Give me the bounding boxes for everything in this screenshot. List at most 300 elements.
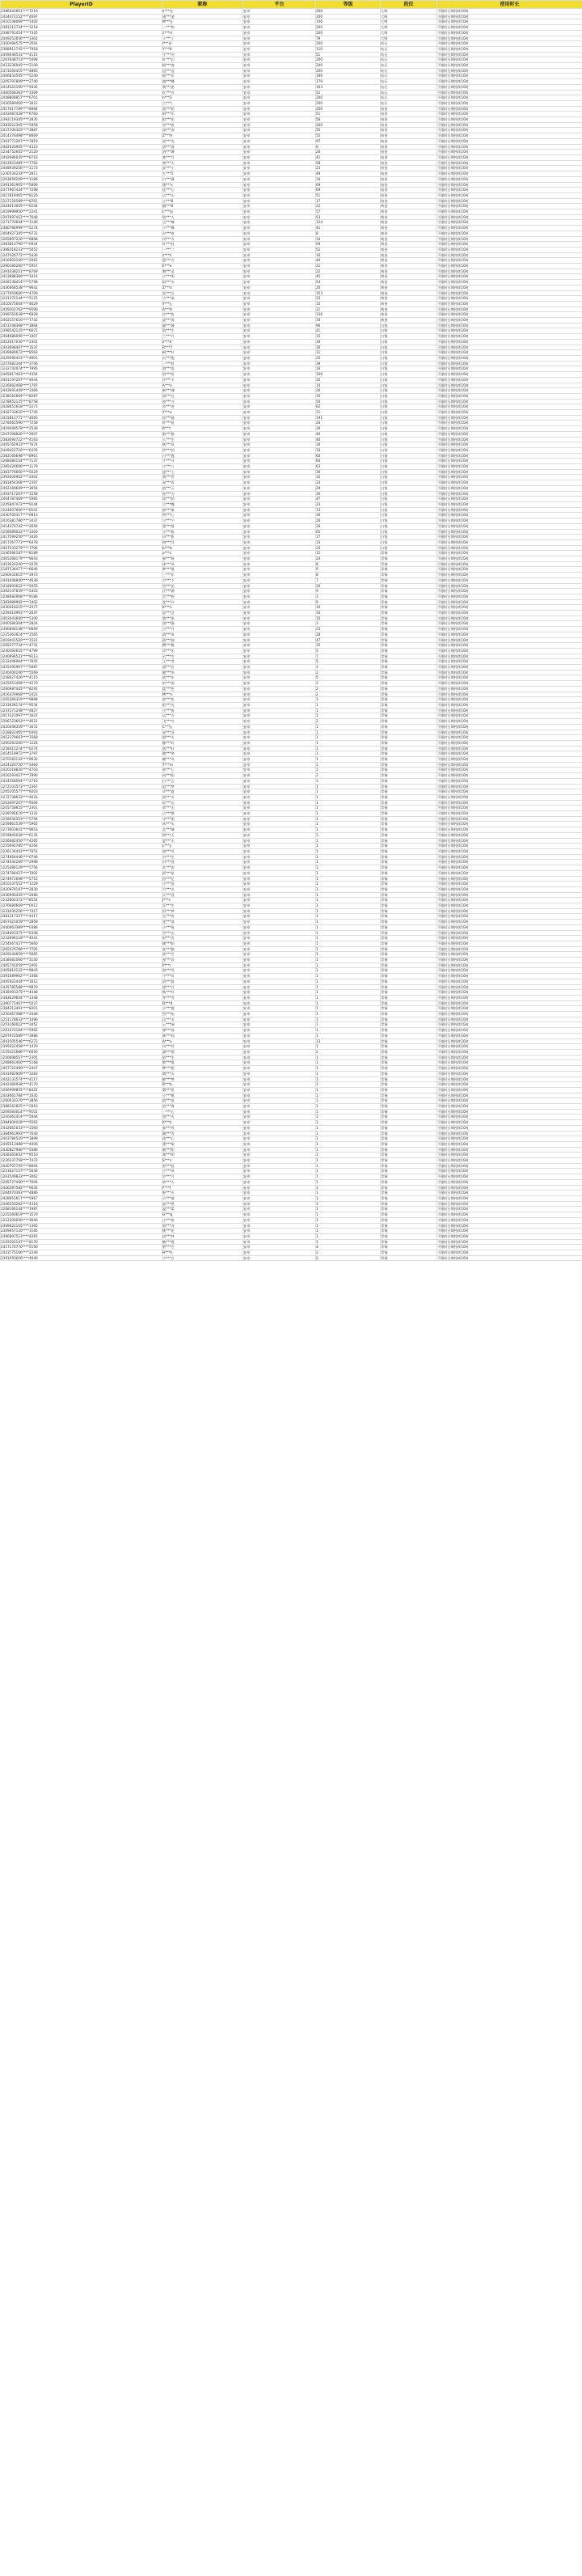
cell-level: 63 <box>316 464 381 470</box>
table-row <box>1 285 582 290</box>
cell-player-id: 2398542125****6671 <box>1 328 162 334</box>
table-row <box>1 535 582 540</box>
cell-platform: 安卓 <box>243 605 316 611</box>
cell-level: 1 <box>316 958 381 963</box>
cell-nickname: 孤***独 <box>162 637 243 643</box>
cell-level: 1 <box>316 1012 381 1017</box>
cell-platform: 安卓 <box>243 198 316 204</box>
cell-time: 不限时日期持续10时 <box>437 551 582 556</box>
cell-player-id: 1225560619****3570 <box>1 1212 162 1218</box>
cell-platform: 安卓 <box>243 112 316 117</box>
cell-level: 1 <box>316 946 381 952</box>
table-row <box>1 209 582 215</box>
cell-player-id: 2383776660****5029 <box>1 469 162 475</box>
cell-time: 不限时日期持续10时 <box>437 1163 582 1169</box>
table-row <box>1 643 582 649</box>
cell-time: 不限时日期持续10时 <box>437 469 582 475</box>
cell-time: 不限时日期持续10时 <box>437 1136 582 1142</box>
cell-platform: 安卓 <box>243 459 316 464</box>
cell-platform: 安卓 <box>243 426 316 432</box>
cell-player-id: 2430827980****5486 <box>1 1147 162 1153</box>
table-row <box>1 25 582 31</box>
cell-time: 不限时日期持续10时 <box>437 112 582 117</box>
cell-level: 15 <box>316 615 381 621</box>
cell-platform: 安卓 <box>243 296 316 302</box>
cell-platform: 安卓 <box>243 968 316 974</box>
cell-level: 124 <box>316 220 381 226</box>
cell-level: 1 <box>316 768 381 773</box>
cell-level: 1 <box>316 794 381 800</box>
cell-time: 不限时日期持续10时 <box>437 1158 582 1164</box>
cell-nickname: 半***夏 <box>162 789 243 795</box>
cell-time: 不限时日期持续10时 <box>437 903 582 909</box>
cell-time: 不限时日期持续10时 <box>437 393 582 399</box>
cell-nickname: 荒***野 <box>162 594 243 599</box>
table-row <box>1 447 582 453</box>
cell-time: 不限时日期持续10时 <box>437 1033 582 1038</box>
cell-nickname: 莫***陌 <box>162 106 243 112</box>
cell-time: 不限时日期持续10时 <box>437 84 582 90</box>
cell-platform: 安卓 <box>243 431 316 437</box>
cell-nickname: 风***火 <box>162 236 243 242</box>
cell-platform: 安卓 <box>243 171 316 177</box>
cell-time: 不限时日期持续10时 <box>437 301 582 307</box>
cell-player-id: 2424326726****3460 <box>1 762 162 768</box>
cell-platform: 安卓 <box>243 154 316 160</box>
table-row <box>1 1022 582 1028</box>
cell-level: 1 <box>316 1044 381 1050</box>
cell-level: 56 <box>316 117 381 123</box>
cell-player-id: 2441048840****4636 <box>1 577 162 583</box>
cell-tier: 青铜 <box>381 990 437 996</box>
cell-level: 1 <box>316 995 381 1000</box>
cell-player-id: 2386441661****7216 <box>1 9 162 15</box>
cell-player-id: 2414519972****3797 <box>1 751 162 757</box>
cell-nickname: 陌***生 <box>162 1055 243 1060</box>
table-row <box>1 475 582 480</box>
cell-level: 26 <box>316 150 381 155</box>
cell-player-id: 2441505546****6272 <box>1 1038 162 1044</box>
cell-level: 1 <box>316 854 381 860</box>
cell-player-id: 2417819465****8125 <box>1 192 162 198</box>
cell-nickname: Y***8 <box>162 46 243 52</box>
cell-platform: 安卓 <box>243 930 316 936</box>
cell-time: 不限时日期持续10时 <box>437 757 582 763</box>
col-header-level: 等级 <box>316 1 381 9</box>
cell-player-id: 2430589400****3021 <box>1 100 162 106</box>
table-row <box>1 735 582 741</box>
cell-player-id: 2453624240****2076 <box>1 561 162 567</box>
table-row <box>1 1109 582 1115</box>
table-row <box>1 968 582 974</box>
cell-level: 110 <box>316 46 381 52</box>
cell-nickname: 紫***霞 <box>162 1060 243 1066</box>
cell-time: 不限时日期持续10时 <box>437 589 582 594</box>
cell-tier: 白银 <box>381 523 437 529</box>
cell-level: 191 <box>316 415 381 421</box>
cell-time: 不限时日期持续10时 <box>437 312 582 318</box>
table-row <box>1 757 582 763</box>
table-row <box>1 1174 582 1180</box>
cell-platform: 安卓 <box>243 615 316 621</box>
cell-platform: 安卓 <box>243 832 316 838</box>
cell-nickname: 风***影 <box>162 535 243 540</box>
cell-nickname: 春***秋 <box>162 556 243 562</box>
table-row <box>1 485 582 491</box>
cell-tier: 黄金 <box>381 301 437 307</box>
cell-tier: 白银 <box>381 366 437 372</box>
cell-player-id: 2398791454****7345 <box>1 30 162 36</box>
cell-player-id: 2428651618****2271 <box>1 404 162 410</box>
cell-level: 179 <box>316 79 381 85</box>
table-row <box>1 144 582 150</box>
cell-level: 33 <box>316 447 381 453</box>
table-row <box>1 350 582 356</box>
cell-level: 136 <box>316 312 381 318</box>
cell-time: 不限时日期持续10时 <box>437 670 582 675</box>
cell-player-id: 1248682908****9186 <box>1 594 162 599</box>
cell-time: 不限时日期持续10时 <box>437 122 582 128</box>
cell-tier: 青铜 <box>381 740 437 746</box>
cell-platform: 安卓 <box>243 166 316 171</box>
cell-time: 不限时日期持续10时 <box>437 1255 582 1261</box>
cell-tier: 钻石 <box>381 46 437 52</box>
cell-level: 69 <box>316 182 381 188</box>
table-row <box>1 334 582 340</box>
cell-platform: 安卓 <box>243 231 316 236</box>
cell-tier: 青铜 <box>381 1169 437 1174</box>
cell-platform: 安卓 <box>243 654 316 659</box>
cell-player-id: 2384213491****8201 <box>1 1006 162 1012</box>
cell-time: 不限时日期持续10时 <box>437 1169 582 1174</box>
cell-player-id: 2443784520****3899 <box>1 1136 162 1142</box>
cell-nickname: 长***安 <box>162 865 243 871</box>
cell-level: 1 <box>316 1087 381 1093</box>
cell-level: 58 <box>316 160 381 166</box>
cell-platform: 安卓 <box>243 1158 316 1164</box>
table-row <box>1 962 582 968</box>
cell-time: 不限时日期持续10时 <box>437 63 582 69</box>
cell-tier: 大师 <box>381 25 437 31</box>
cell-level: 51 <box>316 112 381 117</box>
table-row <box>1 19 582 25</box>
cell-time: 不限时日期持续10时 <box>437 188 582 193</box>
table-row <box>1 1050 582 1055</box>
cell-level: 1 <box>316 1120 381 1126</box>
cell-time: 不限时日期持续10时 <box>437 941 582 946</box>
cell-nickname: z***叶 <box>162 30 243 36</box>
cell-player-id: 1257682344****3746 <box>1 361 162 366</box>
cell-level: 1 <box>316 914 381 920</box>
cell-level: 1 <box>316 1174 381 1180</box>
cell-time: 不限时日期持续10时 <box>437 1077 582 1082</box>
table-row <box>1 214 582 220</box>
cell-platform: 安卓 <box>243 594 316 599</box>
table-row <box>1 529 582 535</box>
table-row <box>1 356 582 362</box>
cell-platform: 安卓 <box>243 1109 316 1115</box>
cell-nickname: 狼***狼 <box>162 431 243 437</box>
table-row <box>1 979 582 984</box>
cell-tier: 白银 <box>381 453 437 459</box>
cell-tier: 青铜 <box>381 920 437 925</box>
cell-time: 不限时日期持续10时 <box>437 518 582 524</box>
cell-tier: 铂金 <box>381 171 437 177</box>
cell-tier: 青铜 <box>381 1179 437 1185</box>
table-row <box>1 665 582 670</box>
cell-time: 不限时日期持续10时 <box>437 583 582 589</box>
cell-nickname: 九***5 <box>162 171 243 177</box>
cell-tier: 白银 <box>381 469 437 475</box>
table-row <box>1 328 582 334</box>
cell-tier: 青铜 <box>381 1022 437 1028</box>
cell-tier: 铂金 <box>381 144 437 150</box>
cell-level: 12 <box>316 551 381 556</box>
cell-platform: 安卓 <box>243 1017 316 1022</box>
cell-player-id: 1254067437****5660 <box>1 941 162 946</box>
cell-nickname: 天***空 <box>162 654 243 659</box>
cell-platform: 安卓 <box>243 811 316 817</box>
table-row <box>1 1120 582 1126</box>
cell-time: 不限时日期持续10时 <box>437 730 582 735</box>
cell-level: 20 <box>316 285 381 290</box>
cell-player-id: 1240392655****4799 <box>1 648 162 654</box>
cell-tier: 青铜 <box>381 838 437 844</box>
table-row <box>1 442 582 448</box>
table-row <box>1 312 582 318</box>
cell-platform: 安卓 <box>243 192 316 198</box>
cell-time: 不限时日期持续10时 <box>437 637 582 643</box>
cell-tier: 青铜 <box>381 730 437 735</box>
cell-tier: 白银 <box>381 507 437 513</box>
cell-tier: 钻石 <box>381 52 437 57</box>
cell-tier: 白银 <box>381 328 437 334</box>
cell-nickname: 野***火 <box>162 1191 243 1196</box>
cell-tier: 青铜 <box>381 1077 437 1082</box>
cell-level: 1 <box>316 1066 381 1072</box>
cell-nickname: 秋***风 <box>162 442 243 448</box>
cell-platform: 安卓 <box>243 280 316 286</box>
cell-tier: 青铜 <box>381 832 437 838</box>
table-row <box>1 188 582 193</box>
cell-player-id: 2403443600****5300 <box>1 615 162 621</box>
cell-player-id: 1263659209****1186 <box>1 176 162 182</box>
cell-nickname: 我***天 <box>162 160 243 166</box>
table-row <box>1 274 582 280</box>
table-row <box>1 128 582 133</box>
cell-tier: 钻石 <box>381 41 437 47</box>
table-row <box>1 1017 582 1022</box>
table-row <box>1 848 582 854</box>
cell-time: 不限时日期持续10时 <box>437 280 582 286</box>
cell-level: 1 <box>316 870 381 876</box>
table-row <box>1 247 582 252</box>
cell-tier: 黄金 <box>381 236 437 242</box>
cell-nickname: 回***忆 <box>162 876 243 882</box>
cell-player-id: 1278652125****8758 <box>1 399 162 404</box>
cell-player-id: 1247426772****5436 <box>1 252 162 258</box>
cell-nickname: 灰***狼 <box>162 946 243 952</box>
cell-time: 不限时日期持续10时 <box>437 366 582 372</box>
cell-platform: 安卓 <box>243 1071 316 1077</box>
cell-platform: 安卓 <box>243 410 316 416</box>
cell-platform: 安卓 <box>243 924 316 930</box>
cell-time: 不限时日期持续10时 <box>437 1185 582 1191</box>
cell-tier: 黄金 <box>381 204 437 209</box>
col-header-time: 使用时长 <box>437 1 582 9</box>
cell-nickname: 叶***轻 <box>162 242 243 247</box>
cell-platform: 安卓 <box>243 643 316 649</box>
table-row <box>1 1217 582 1223</box>
cell-level: 1 <box>316 1179 381 1185</box>
cell-player-id: 2383629604****1348 <box>1 995 162 1000</box>
col-header-player-id: PlayerID <box>1 1 162 9</box>
cell-tier: 青铜 <box>381 681 437 687</box>
cell-level: 1 <box>316 952 381 958</box>
cell-tier: 青铜 <box>381 816 437 822</box>
cell-player-id: 2438493375****4448 <box>1 990 162 996</box>
cell-level: 39 <box>316 361 381 366</box>
cell-platform: 安卓 <box>243 1115 316 1120</box>
cell-time: 不限时日期持续10时 <box>437 176 582 182</box>
table-row <box>1 491 582 497</box>
cell-platform: 安卓 <box>243 876 316 882</box>
cell-time: 不限时日期持续10时 <box>437 924 582 930</box>
cell-time: 不限时日期持续10时 <box>437 654 582 659</box>
table-row <box>1 339 582 345</box>
header-row <box>1 1 582 9</box>
cell-platform: 安卓 <box>243 865 316 871</box>
player-table <box>0 0 582 1261</box>
table-row <box>1 838 582 844</box>
table-row <box>1 876 582 882</box>
cell-nickname: 繁***华 <box>162 670 243 675</box>
table-row <box>1 1201 582 1207</box>
cell-nickname: 听***雨 <box>162 681 243 687</box>
cell-nickname: 叶***星 <box>162 421 243 426</box>
cell-level: 65 <box>316 529 381 535</box>
cell-time: 不限时日期持续10时 <box>437 1201 582 1207</box>
cell-level: 9 <box>316 589 381 594</box>
cell-player-id: 1265266319****9888 <box>1 697 162 703</box>
cell-time: 不限时日期持续10时 <box>437 1087 582 1093</box>
cell-platform: 安卓 <box>243 307 316 312</box>
cell-time: 不限时日期持续10时 <box>437 740 582 746</box>
cell-tier: 黄金 <box>381 290 437 296</box>
cell-platform: 安卓 <box>243 724 316 730</box>
table-row <box>1 117 582 123</box>
cell-platform: 安卓 <box>243 892 316 898</box>
cell-player-id: 2443061784****1635 <box>1 1093 162 1098</box>
cell-player-id: 2416293427****7890 <box>1 773 162 779</box>
cell-nickname: 雨***天 <box>162 794 243 800</box>
cell-tier: 青铜 <box>381 1109 437 1115</box>
cell-level: 30 <box>316 426 381 432</box>
cell-tier: 铂金 <box>381 150 437 155</box>
cell-level: 21 <box>316 307 381 312</box>
table-row <box>1 924 582 930</box>
cell-nickname: 舞***灵 <box>162 269 243 274</box>
cell-level: 200 <box>316 100 381 106</box>
cell-nickname: 星***语 <box>162 480 243 486</box>
cell-time: 不限时日期持续10时 <box>437 822 582 827</box>
cell-level: 1 <box>316 751 381 757</box>
cell-tier: 白银 <box>381 410 437 416</box>
table-row <box>1 632 582 637</box>
cell-nickname: 兰***月 <box>162 334 243 340</box>
cell-nickname: 墨***s <box>162 182 243 188</box>
table-row <box>1 1191 582 1196</box>
cell-player-id: 1205727490****7606 <box>1 1179 162 1185</box>
cell-nickname: 旗***蝶 <box>162 79 243 85</box>
cell-time: 不限时日期持续10时 <box>437 844 582 849</box>
cell-platform: 安卓 <box>243 453 316 459</box>
cell-nickname: 无***忧 <box>162 914 243 920</box>
cell-platform: 安卓 <box>243 1022 316 1028</box>
cell-tier: 青铜 <box>381 1087 437 1093</box>
table-row <box>1 41 582 47</box>
cell-tier: 青铜 <box>381 844 437 849</box>
cell-level: 26 <box>316 388 381 394</box>
cell-platform: 安卓 <box>243 1082 316 1088</box>
cell-tier: 白银 <box>381 501 437 507</box>
cell-level: 25 <box>316 356 381 362</box>
table-row <box>1 95 582 101</box>
cell-platform: 安卓 <box>243 46 316 52</box>
cell-nickname: 小***8 <box>162 198 243 204</box>
cell-level: 79 <box>316 36 381 41</box>
cell-player-id: 2391038251****8769 <box>1 269 162 274</box>
cell-level: 10 <box>316 611 381 616</box>
cell-player-id: 1272738633****4631 <box>1 794 162 800</box>
cell-level: 1 <box>316 892 381 898</box>
cell-platform: 安卓 <box>243 122 316 128</box>
cell-tier: 青铜 <box>381 1141 437 1147</box>
cell-platform: 安卓 <box>243 1169 316 1174</box>
table-row <box>1 220 582 226</box>
cell-platform: 安卓 <box>243 247 316 252</box>
cell-tier: 青铜 <box>381 1006 437 1012</box>
cell-nickname: 碧***空 <box>162 1245 243 1250</box>
cell-nickname: 春***风 <box>162 1125 243 1131</box>
table-row <box>1 708 582 713</box>
table-row <box>1 686 582 692</box>
cell-nickname: 阿***乐 <box>162 112 243 117</box>
cell-level: 1 <box>316 1201 381 1207</box>
cell-player-id: 2416381786****3437 <box>1 518 162 524</box>
cell-platform: 安卓 <box>243 442 316 448</box>
cell-tier: 青铜 <box>381 1050 437 1055</box>
cell-player-id: 1265897226****6898 <box>1 236 162 242</box>
cell-platform: 安卓 <box>243 469 316 475</box>
cell-player-id: 2401197207****4643 <box>1 377 162 383</box>
cell-level: 1 <box>316 865 381 871</box>
cell-player-id: 1205758655****2301 <box>1 806 162 811</box>
cell-player-id: 1274064446****0746 <box>1 854 162 860</box>
cell-level: 52 <box>316 90 381 95</box>
cell-nickname: 似***水 <box>162 280 243 286</box>
cell-level: 40 <box>316 258 381 264</box>
cell-player-id: 1221627157****5646 <box>1 1169 162 1174</box>
cell-time: 不限时日期持续10时 <box>437 1229 582 1234</box>
cell-platform: 安卓 <box>243 589 316 594</box>
cell-tier: 铂金 <box>381 128 437 133</box>
cell-player-id: 1240996521****9113 <box>1 654 162 659</box>
cell-level: 60 <box>316 459 381 464</box>
cell-level: 1 <box>316 1185 381 1191</box>
cell-time: 不限时日期持续10时 <box>437 1195 582 1201</box>
cell-nickname: 天***涯 <box>162 892 243 898</box>
